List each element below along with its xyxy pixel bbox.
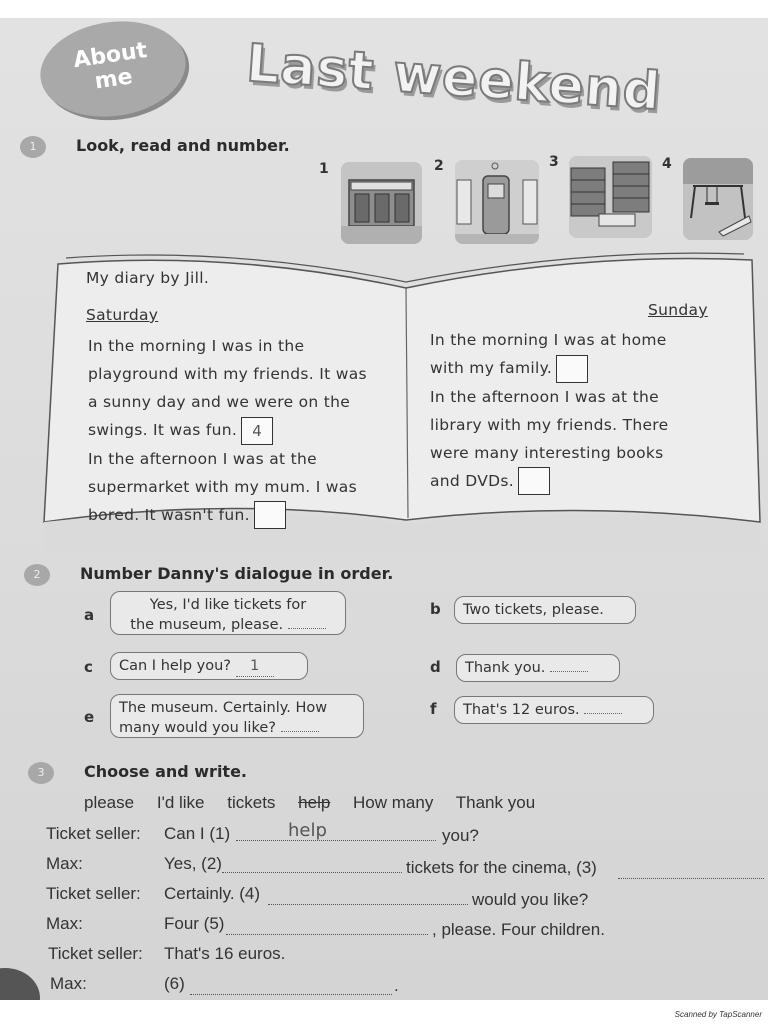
left-line: supermarket with my mum. I was: [88, 477, 357, 496]
row3-text: Certainly. (4): [164, 884, 261, 903]
row6-text: (6): [164, 974, 185, 993]
left-line: swings. It was fun.: [88, 421, 238, 439]
picture3-number: 3: [549, 154, 559, 170]
bubble-line: The museum. Certainly. How: [119, 700, 328, 716]
row4-end: , please. Four children.: [432, 920, 605, 939]
dialogue-bubble-d: [456, 654, 620, 682]
answer-box-home[interactable]: [556, 355, 588, 383]
dialogue-bubble-b: [454, 596, 636, 624]
right-line: In the afternoon I was at the: [430, 387, 659, 406]
dialogue-letter-c: c: [84, 658, 93, 676]
picture1-number: 1: [319, 161, 329, 177]
blank-1[interactable]: [236, 824, 436, 841]
diary-left-text: [88, 332, 398, 529]
row3-end: would you like?: [472, 890, 589, 909]
section1-title: Look, read and number.: [76, 136, 290, 155]
right-line-with-box: [430, 354, 750, 383]
row5-text: That's 16 euros.: [164, 944, 286, 963]
answer-line-d[interactable]: [550, 671, 588, 672]
row1-text: Can I (1): [164, 824, 231, 843]
blank-3[interactable]: [618, 862, 764, 879]
bubble-text: Two tickets, please.: [463, 602, 604, 618]
diary-right-day: Sunday: [648, 301, 708, 319]
right-line: were many interesting books: [430, 443, 664, 462]
page-corner-shadow: [0, 968, 40, 1000]
bubble-line: [119, 615, 337, 635]
speaker-ticket-seller: Ticket seller:: [46, 884, 141, 903]
picture2-number: 2: [434, 158, 444, 174]
speaker-ticket-seller: Ticket seller:: [48, 944, 143, 963]
door-icon: [455, 160, 539, 244]
dialogue-letter-e: e: [84, 708, 95, 726]
section3-title: Choose and write.: [84, 762, 248, 781]
blank-5[interactable]: [226, 918, 428, 935]
answer-line-a[interactable]: [288, 628, 326, 629]
word-tickets: tickets: [227, 793, 276, 812]
row1-end: you?: [442, 826, 479, 845]
library-icon: [569, 156, 652, 238]
blank-2[interactable]: [222, 856, 402, 873]
right-line: In the morning I was at home: [430, 331, 667, 349]
dialogue-letter-f: f: [430, 700, 437, 718]
left-line: In the morning I was in the: [88, 337, 305, 355]
row2-mid: tickets for the cinema, (3): [406, 858, 597, 877]
section1-number: 1: [20, 136, 46, 158]
word-please: please: [84, 793, 135, 812]
dialogue-bubble-e: [110, 694, 364, 738]
left-line: playground with my friends. It was: [88, 365, 367, 383]
diary-heading: My diary by Jill.: [86, 269, 210, 287]
page-title: Last weekend: [244, 33, 663, 123]
dialogue-letter-d: d: [430, 658, 441, 676]
answer-box-swings[interactable]: 4: [241, 417, 273, 445]
section2-number: 2: [24, 564, 50, 586]
answer-box-library[interactable]: [518, 467, 550, 495]
playground-swings-icon: [683, 158, 753, 240]
blank-6[interactable]: [190, 978, 392, 995]
bubble-line: [119, 718, 355, 738]
right-line: and DVDs.: [430, 471, 514, 490]
word-bank: [84, 793, 553, 813]
answer-1: help: [288, 820, 327, 841]
left-line-with-box: [88, 416, 398, 445]
diary-left-day: Saturday: [86, 306, 159, 324]
left-line: a sunny day and we were on the: [88, 393, 351, 411]
section2-title: Number Danny's dialogue in order.: [80, 564, 394, 583]
bubble-text: Thank you.: [465, 660, 546, 676]
picture4-number: 4: [662, 156, 672, 172]
badge-line1: About: [71, 38, 149, 74]
bubble-text: the museum, please.: [130, 617, 284, 633]
right-line-with-box: [430, 467, 750, 496]
bubble-line: Yes, I'd like tickets for: [149, 597, 307, 613]
dialogue-bubble-a: [110, 591, 346, 635]
word-help: help: [298, 793, 331, 812]
answer-line-c[interactable]: 1: [236, 656, 274, 677]
speaker-ticket-seller: Ticket seller:: [46, 824, 141, 843]
bubble-text: That's 12 euros.: [463, 702, 580, 718]
word-how-many: How many: [353, 793, 434, 812]
answer-box-supermarket[interactable]: [254, 501, 286, 529]
dialogue-letter-b: b: [430, 600, 441, 618]
speaker-max: Max:: [46, 914, 83, 933]
scanner-watermark: Scanned by TapScanner: [674, 1010, 762, 1019]
left-line-with-box: [88, 501, 398, 530]
diary-right-text: [430, 326, 750, 495]
bubble-text: Can I help you?: [119, 658, 231, 674]
left-line: In the afternoon I was at the: [88, 449, 317, 468]
section3-number: 3: [28, 762, 54, 784]
dialogue-bubble-f: [454, 696, 654, 724]
row4-text: Four (5): [164, 914, 225, 933]
worksheet-page: [0, 18, 768, 1000]
row6-end: .: [394, 976, 399, 995]
dialogue-letter-a: a: [84, 606, 95, 624]
supermarket-icon: [341, 162, 422, 244]
bubble-text: many would you like?: [119, 720, 276, 736]
answer-line-f[interactable]: [584, 713, 622, 714]
row2-text: Yes, (2): [164, 854, 222, 873]
speaker-max: Max:: [46, 854, 83, 873]
answer-line-e[interactable]: [281, 731, 319, 732]
blank-4[interactable]: [268, 888, 468, 905]
left-line: bored. It wasn't fun.: [88, 505, 250, 524]
dialogue-bubble-c: [110, 652, 308, 680]
word-thank-you: Thank you: [455, 793, 536, 812]
right-line: library with my friends. There: [430, 415, 669, 434]
word-id-like: I'd like: [156, 793, 205, 812]
right-line: with my family.: [430, 359, 553, 377]
speaker-max: Max:: [50, 974, 87, 993]
badge-line2: me: [93, 64, 135, 95]
